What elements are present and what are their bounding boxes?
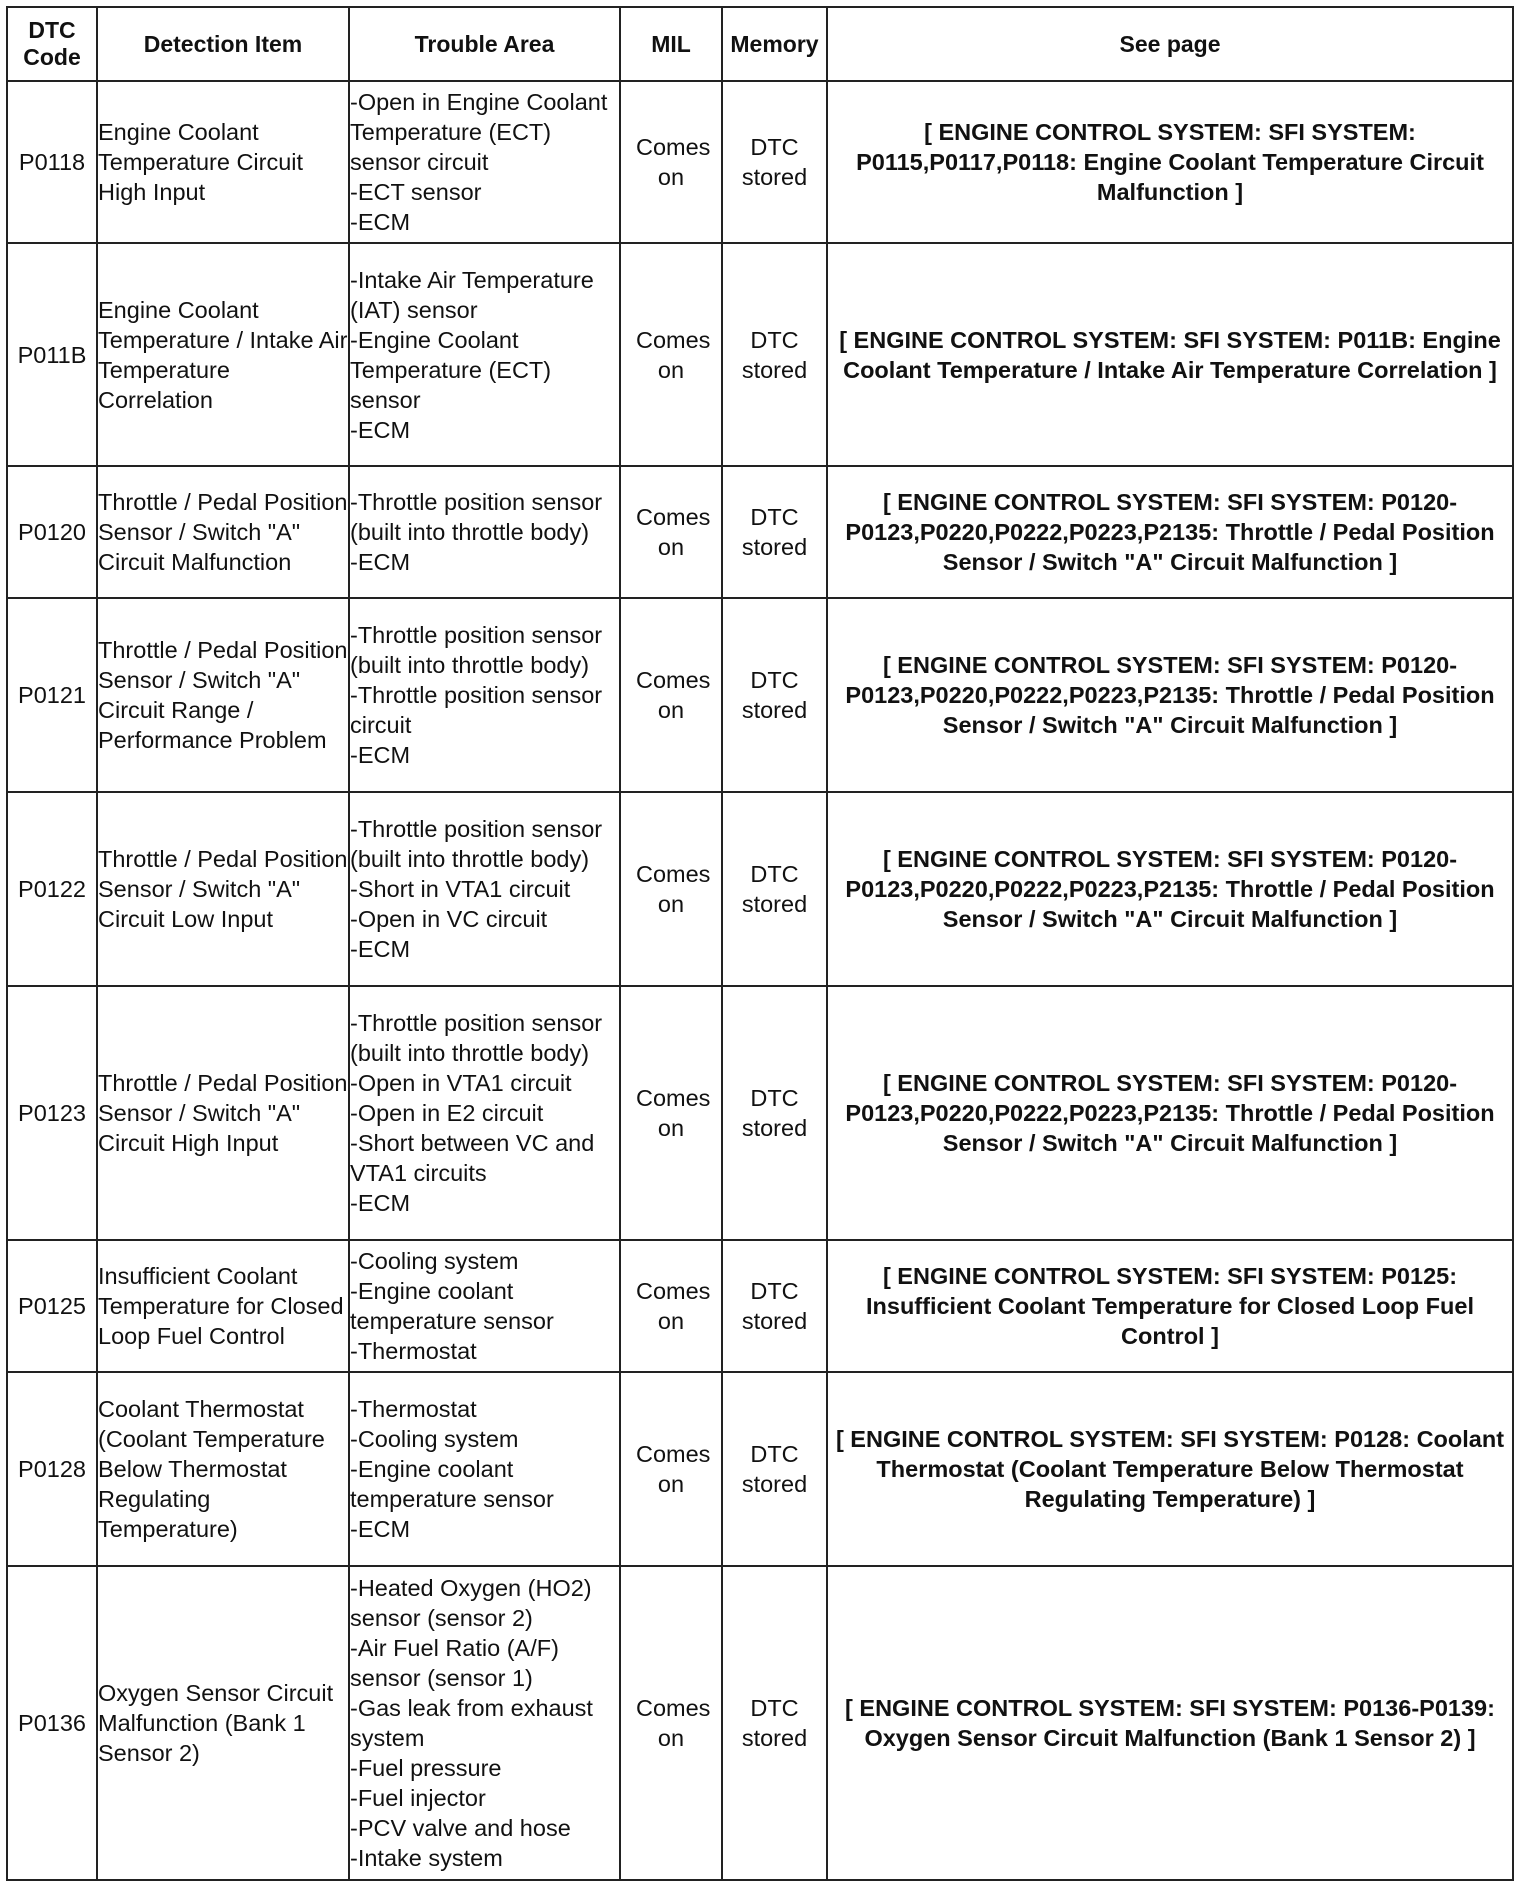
detection-item-cell: Oxygen Sensor Circuit Malfunction (Bank 1 Sensor 2) [97, 1566, 349, 1880]
memory-status: DTC stored [741, 134, 808, 190]
detection-item-cell: Insufficient Coolant Temperature for Closed Loop Fuel Control [97, 1240, 349, 1372]
trouble-area-line: -Intake system [350, 1845, 503, 1871]
header-see-page: See page [827, 7, 1513, 81]
memory-status: DTC stored [741, 504, 808, 560]
memory-status: DTC stored [741, 326, 808, 383]
memory-cell [722, 986, 827, 1240]
memory-cell [722, 1240, 827, 1372]
dtc-code-cell: P0122 [7, 792, 97, 986]
trouble-area-cell [349, 792, 620, 986]
trouble-area-line: -Cooling system [350, 1426, 519, 1452]
mil-cell [620, 986, 722, 1240]
table-row [7, 1372, 1513, 1566]
trouble-area-line: -ECM [350, 1516, 411, 1542]
detection-item-cell: Throttle / Pedal Position Sensor / Switch "A" Circuit Malfunction [97, 466, 349, 598]
table-row [7, 81, 1513, 243]
trouble-area-line: -Fuel pressure [350, 1755, 502, 1781]
mil-status: Comes on [636, 1085, 711, 1141]
trouble-area-line: -Gas leak from exhaust system [350, 1695, 593, 1751]
trouble-area-line: -Cooling system [350, 1248, 519, 1274]
table-header-row [7, 7, 1513, 81]
trouble-area-line: -PCV valve and hose [350, 1815, 571, 1841]
header-detection-item: Detection Item [97, 7, 349, 81]
mil-status: Comes on [636, 504, 711, 560]
trouble-area-cell [349, 986, 620, 1240]
detection-item-cell: Engine Coolant Temperature Circuit High Input [97, 81, 349, 243]
memory-status: DTC stored [741, 861, 808, 917]
memory-cell [722, 1372, 827, 1566]
header-trouble-area: Trouble Area [349, 7, 620, 81]
trouble-area-line: -ECT sensor [350, 179, 482, 205]
trouble-area-line: -ECM [350, 416, 411, 443]
memory-cell [722, 81, 827, 243]
see-page-reference[interactable]: [ ENGINE CONTROL SYSTEM: SFI SYSTEM: P0120-P0123,P0220,P0222,P0223,P2135: Throttle / Pedal Position Sensor / Switch "A" Circuit Malfunction ] [827, 792, 1513, 986]
memory-cell [722, 466, 827, 598]
detection-item-cell: Throttle / Pedal Position Sensor / Switch "A" Circuit Range / Performance Problem [97, 598, 349, 792]
trouble-area-line: -Thermostat [350, 1396, 477, 1422]
header-mil: MIL [620, 7, 722, 81]
mil-cell [620, 1566, 722, 1880]
mil-status: Comes on [636, 1278, 711, 1334]
trouble-area-cell [349, 81, 620, 243]
memory-cell [722, 243, 827, 466]
trouble-area-line: -Thermostat [350, 1338, 477, 1364]
dtc-table [6, 6, 1514, 1881]
see-page-reference[interactable]: [ ENGINE CONTROL SYSTEM: SFI SYSTEM: P0120-P0123,P0220,P0222,P0223,P2135: Throttle / Pedal Position Sensor / Switch "A" Circuit Malfunction ] [827, 598, 1513, 792]
table-row [7, 1240, 1513, 1372]
trouble-area-line: -Air Fuel Ratio (A/F) sensor (sensor 1) [350, 1635, 559, 1691]
mil-cell [620, 243, 722, 466]
dtc-code-cell: P0136 [7, 1566, 97, 1880]
mil-cell [620, 1240, 722, 1372]
dtc-code-cell: P0123 [7, 986, 97, 1240]
see-page-reference[interactable]: [ ENGINE CONTROL SYSTEM: SFI SYSTEM: P0128: Coolant Thermostat (Coolant Temperature Below Thermostat Regulating Temperature) ] [827, 1372, 1513, 1566]
table-row [7, 792, 1513, 986]
detection-item-cell: Throttle / Pedal Position Sensor / Switch "A" Circuit Low Input [97, 792, 349, 986]
memory-cell [722, 598, 827, 792]
mil-cell [620, 81, 722, 243]
trouble-area-line: -Short in VTA1 circuit [350, 876, 571, 902]
dtc-code-cell: P0120 [7, 466, 97, 598]
mil-cell [620, 792, 722, 986]
mil-cell [620, 598, 722, 792]
trouble-area-line: -Throttle position sensor (built into throttle body) [350, 622, 603, 678]
trouble-area-cell [349, 1566, 620, 1880]
table-row [7, 466, 1513, 598]
memory-status: DTC stored [741, 1278, 808, 1334]
dtc-table-container [6, 6, 1512, 1881]
table-body [7, 81, 1513, 1880]
trouble-area-line: -Engine Coolant Temperature (ECT) sensor [350, 326, 552, 413]
see-page-reference[interactable]: [ ENGINE CONTROL SYSTEM: SFI SYSTEM: P0125: Insufficient Coolant Temperature for Closed Loop Fuel Control ] [827, 1240, 1513, 1372]
table-row [7, 1566, 1513, 1880]
mil-status: Comes on [636, 1441, 711, 1497]
trouble-area-cell [349, 598, 620, 792]
see-page-reference[interactable]: [ ENGINE CONTROL SYSTEM: SFI SYSTEM: P0120-P0123,P0220,P0222,P0223,P2135: Throttle / Pedal Position Sensor / Switch "A" Circuit Malfunction ] [827, 466, 1513, 598]
memory-status: DTC stored [741, 1441, 808, 1497]
mil-status: Comes on [636, 134, 711, 190]
see-page-reference[interactable]: [ ENGINE CONTROL SYSTEM: SFI SYSTEM: P011B: Engine Coolant Temperature / Intake Air Temperature Correlation ] [827, 243, 1513, 466]
dtc-code-cell: P0121 [7, 598, 97, 792]
trouble-area-line: -ECM [350, 1190, 411, 1216]
mil-status: Comes on [636, 1695, 711, 1751]
trouble-area-cell [349, 243, 620, 466]
dtc-code-cell: P011B [7, 243, 97, 466]
trouble-area-line: -Engine coolant temperature sensor [350, 1456, 554, 1512]
trouble-area-line: -ECM [350, 936, 411, 962]
trouble-area-line: -Throttle position sensor (built into throttle body) [350, 489, 603, 545]
memory-cell [722, 792, 827, 986]
memory-status: DTC stored [741, 667, 808, 723]
mil-status: Comes on [636, 861, 711, 917]
mil-status: Comes on [636, 326, 711, 383]
memory-cell [722, 1566, 827, 1880]
table-row [7, 598, 1513, 792]
mil-cell [620, 466, 722, 598]
dtc-code-cell: P0125 [7, 1240, 97, 1372]
detection-item-cell: Coolant Thermostat (Coolant Temperature Below Thermostat Regulating Temperature) [97, 1372, 349, 1566]
trouble-area-line: -ECM [350, 549, 411, 575]
see-page-reference[interactable]: [ ENGINE CONTROL SYSTEM: SFI SYSTEM: P0136-P0139: Oxygen Sensor Circuit Malfunction (Bank 1 Sensor 2) ] [827, 1566, 1513, 1880]
trouble-area-line: -Heated Oxygen (HO2) sensor (sensor 2) [350, 1575, 592, 1631]
memory-status: DTC stored [741, 1695, 808, 1751]
trouble-area-cell [349, 1372, 620, 1566]
trouble-area-line: -Fuel injector [350, 1785, 486, 1811]
detection-item-cell: Throttle / Pedal Position Sensor / Switch "A" Circuit High Input [97, 986, 349, 1240]
trouble-area-line: -Throttle position sensor (built into throttle body) [350, 1010, 603, 1066]
mil-status: Comes on [636, 667, 711, 723]
table-row [7, 243, 1513, 466]
trouble-area-line: -Throttle position sensor circuit [350, 682, 603, 738]
trouble-area-line: -ECM [350, 209, 411, 235]
header-dtc-code: DTC Code [7, 7, 97, 81]
mil-cell [620, 1372, 722, 1566]
trouble-area-line: -Open in VTA1 circuit [350, 1070, 572, 1096]
see-page-reference[interactable]: [ ENGINE CONTROL SYSTEM: SFI SYSTEM: P0115,P0117,P0118: Engine Coolant Temperature Circuit Malfunction ] [827, 81, 1513, 243]
detection-item-cell: Engine Coolant Temperature / Intake Air Temperature Correlation [97, 243, 349, 466]
trouble-area-line: -Short between VC and VTA1 circuits [350, 1130, 595, 1186]
trouble-area-line: -Throttle position sensor (built into throttle body) [350, 816, 603, 872]
trouble-area-line: -ECM [350, 742, 411, 768]
see-page-reference[interactable]: [ ENGINE CONTROL SYSTEM: SFI SYSTEM: P0120-P0123,P0220,P0222,P0223,P2135: Throttle / Pedal Position Sensor / Switch "A" Circuit Malfunction ] [827, 986, 1513, 1240]
trouble-area-line: -Engine coolant temperature sensor [350, 1278, 554, 1334]
trouble-area-cell [349, 466, 620, 598]
dtc-code-cell: P0118 [7, 81, 97, 243]
memory-status: DTC stored [741, 1085, 808, 1141]
header-memory: Memory [722, 7, 827, 81]
trouble-area-line: -Open in Engine Coolant Temperature (ECT) sensor circuit [350, 89, 608, 175]
dtc-code-cell: P0128 [7, 1372, 97, 1566]
trouble-area-line: -Open in VC circuit [350, 906, 548, 932]
trouble-area-line: -Intake Air Temperature (IAT) sensor [350, 266, 594, 323]
trouble-area-cell [349, 1240, 620, 1372]
trouble-area-line: -Open in E2 circuit [350, 1100, 544, 1126]
table-row [7, 986, 1513, 1240]
